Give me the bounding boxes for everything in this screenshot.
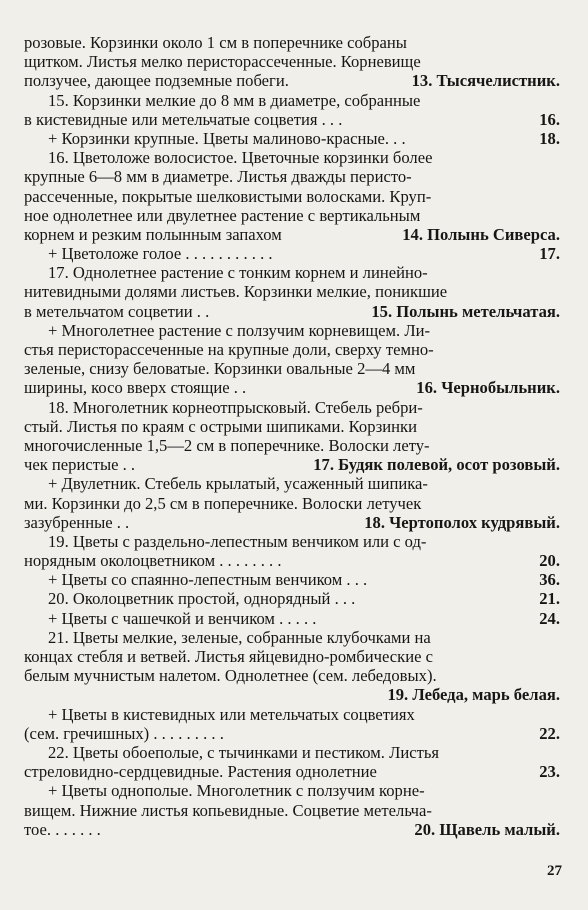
key-line-text: стый. Листья по краям с острыми шипиками. Корзинки — [24, 416, 417, 436]
key-line-text: крупные 6—8 мм в диаметре. Листья дважды перисто- — [24, 167, 412, 187]
key-line-text: 16. Цветоложе волосистое. Цветочные корзинки более — [48, 148, 433, 168]
key-line — [24, 398, 560, 417]
key-line — [24, 513, 560, 532]
key-line-text: + Цветы со спаянно-лепестным венчиком . . . — [48, 570, 368, 590]
key-line — [24, 609, 560, 628]
key-line — [24, 647, 560, 666]
key-line — [24, 91, 560, 110]
key-line — [24, 321, 560, 340]
key-line-text: + Цветы с чашечкой и венчиком . . . . . — [48, 608, 317, 628]
key-line — [24, 494, 560, 513]
key-line-text: ми. Корзинки до 2,5 см в поперечнике. Волоски летучек — [24, 493, 422, 513]
key-line — [24, 148, 560, 167]
key-line — [24, 743, 560, 762]
key-line — [24, 781, 560, 800]
key-line-text: тое. . . . . . . — [24, 819, 101, 839]
key-line-reference: 24. — [539, 608, 560, 628]
key-line-text: зазубренные . . — [24, 512, 130, 532]
key-line-text: концах стебля и ветвей. Листья яйцевидно-ромбические с — [24, 647, 433, 666]
key-line — [24, 436, 560, 455]
key-line — [24, 820, 560, 839]
key-line-text: нитевидными долями листьев. Корзинки мелкие, поникшие — [24, 282, 448, 302]
key-line — [24, 167, 560, 186]
key-line-text: 17. Однолетнее растение с тонким корнем и линейно- — [48, 263, 428, 283]
key-line-text: стья перисторассеченные на крупные доли, сверху темно- — [24, 340, 434, 359]
key-line-text: розовые. Корзинки около 1 см в поперечнике собраны — [24, 33, 407, 52]
key-line — [24, 71, 560, 90]
key-line — [24, 705, 560, 724]
key-line-text: ное однолетнее или двулетнее растение с вертикальным — [24, 205, 421, 225]
key-line — [24, 685, 560, 704]
key-line-text: 22. Цветы обоеполые, с тычинками и пестиком. Листья — [48, 742, 440, 762]
key-line-text: вищем. Нижние листья копьевидные. Соцветие метельча- — [24, 800, 432, 820]
key-line-reference: 20. — [539, 551, 560, 571]
key-line — [24, 340, 560, 359]
key-line — [24, 801, 560, 820]
key-line — [24, 244, 560, 263]
key-line-text: + Двулетник. Стебель крылатый, усаженный шипика- — [48, 474, 428, 494]
key-line — [24, 762, 560, 781]
key-line-reference: 21. — [539, 589, 560, 609]
key-line-text: + Цветы в кистевидных или метельчатых соцветиях — [48, 704, 415, 724]
key-line — [24, 666, 560, 685]
key-line-reference: 23. — [539, 762, 560, 782]
identification-key — [24, 33, 560, 839]
key-line — [24, 359, 560, 378]
key-line — [24, 206, 560, 225]
key-line-text: зеленые, снизу беловатые. Корзинки овальные 2—4 мм — [24, 359, 416, 379]
key-line-reference: 18. — [539, 128, 560, 148]
key-line-text: рассеченные, покрытые шелковистыми волосками. Круп- — [24, 186, 432, 206]
key-line — [24, 628, 560, 647]
key-line — [24, 474, 560, 493]
key-line-reference: 18. Чертополох кудрявый. — [364, 512, 560, 532]
key-line-reference: 20. Щавель малый. — [414, 819, 560, 839]
key-line-text: 20. Околоцветник простой, однорядный . . . — [48, 589, 356, 609]
key-line-text: щитком. Листья мелко перисторассеченные. Корневище — [24, 52, 421, 72]
key-line-reference: 16. Чернобыльник. — [416, 378, 560, 398]
key-line-text: 18. Многолетник корнеотпрысковый. Стебель ребри- — [48, 397, 423, 417]
key-line-text: (сем. гречишных) . . . . . . . . . — [24, 723, 224, 743]
key-line-text: + Цветы однополые. Многолетник с ползучим корне- — [48, 781, 425, 801]
key-line-text: ползучее, дающее подземные побеги. — [24, 71, 289, 91]
key-line-text: 19. Цветы с раздельно-лепестным венчиком или с од- — [48, 531, 427, 551]
key-line-reference: 14. Полынь Сиверса. — [402, 224, 560, 244]
key-line-text: корнем и резким полынным запахом — [24, 224, 282, 244]
key-line-text: ширины, косо вверх стоящие . . — [24, 378, 247, 398]
key-line-reference: 19. Лебеда, марь белая. — [387, 685, 560, 705]
key-line — [24, 417, 560, 436]
key-line — [24, 263, 560, 282]
key-line-text: + Цветоложе голое . . . . . . . . . . . — [48, 244, 273, 264]
key-line-text: 15. Корзинки мелкие до 8 мм в диаметре, собранные — [48, 90, 421, 110]
key-line — [24, 129, 560, 148]
key-line-text: в метельчатом соцветии . . — [24, 301, 210, 321]
page-number: 27 — [547, 863, 562, 879]
key-line — [24, 187, 560, 206]
key-line-reference: 17. Будяк полевой, осот розовый. — [313, 455, 560, 475]
key-line-text: белым мучнистым налетом. Однолетнее (сем. лебедовых). — [24, 666, 437, 686]
key-line-text: многочисленные 1,5—2 см в поперечнике. Волоски лету- — [24, 435, 430, 455]
key-line-text: в кистевидные или метельчатые соцветия . . . — [24, 109, 343, 129]
key-line — [24, 378, 560, 397]
key-line-reference: 17. — [539, 244, 560, 264]
key-line — [24, 532, 560, 551]
key-line — [24, 455, 560, 474]
key-line-text: + Корзинки крупные. Цветы малиново-красные. . . — [48, 128, 406, 148]
key-line — [24, 589, 560, 608]
key-line-reference: 15. Полынь метельчатая. — [371, 301, 560, 321]
key-line — [24, 225, 560, 244]
key-line — [24, 110, 560, 129]
key-line-reference: 16. — [539, 109, 560, 129]
key-line — [24, 302, 560, 321]
key-line-reference: 22. — [539, 723, 560, 743]
key-line-reference: 36. — [539, 570, 560, 590]
key-line-text: 21. Цветы мелкие, зеленые, собранные клубочками на — [48, 627, 431, 647]
key-line — [24, 33, 560, 52]
key-line-text: норядным околоцветником . . . . . . . . — [24, 551, 282, 571]
key-line — [24, 551, 560, 570]
key-line — [24, 52, 560, 71]
key-line-text: чек перистые . . — [24, 455, 136, 475]
key-line — [24, 724, 560, 743]
key-line — [24, 282, 560, 301]
key-line-reference: 13. Тысячелистник. — [411, 71, 560, 91]
key-line-text: + Многолетнее растение с ползучим корневищем. Ли- — [48, 320, 430, 340]
key-line — [24, 570, 560, 589]
key-line-text: стреловидно-сердцевидные. Растения однолетние — [24, 762, 377, 782]
